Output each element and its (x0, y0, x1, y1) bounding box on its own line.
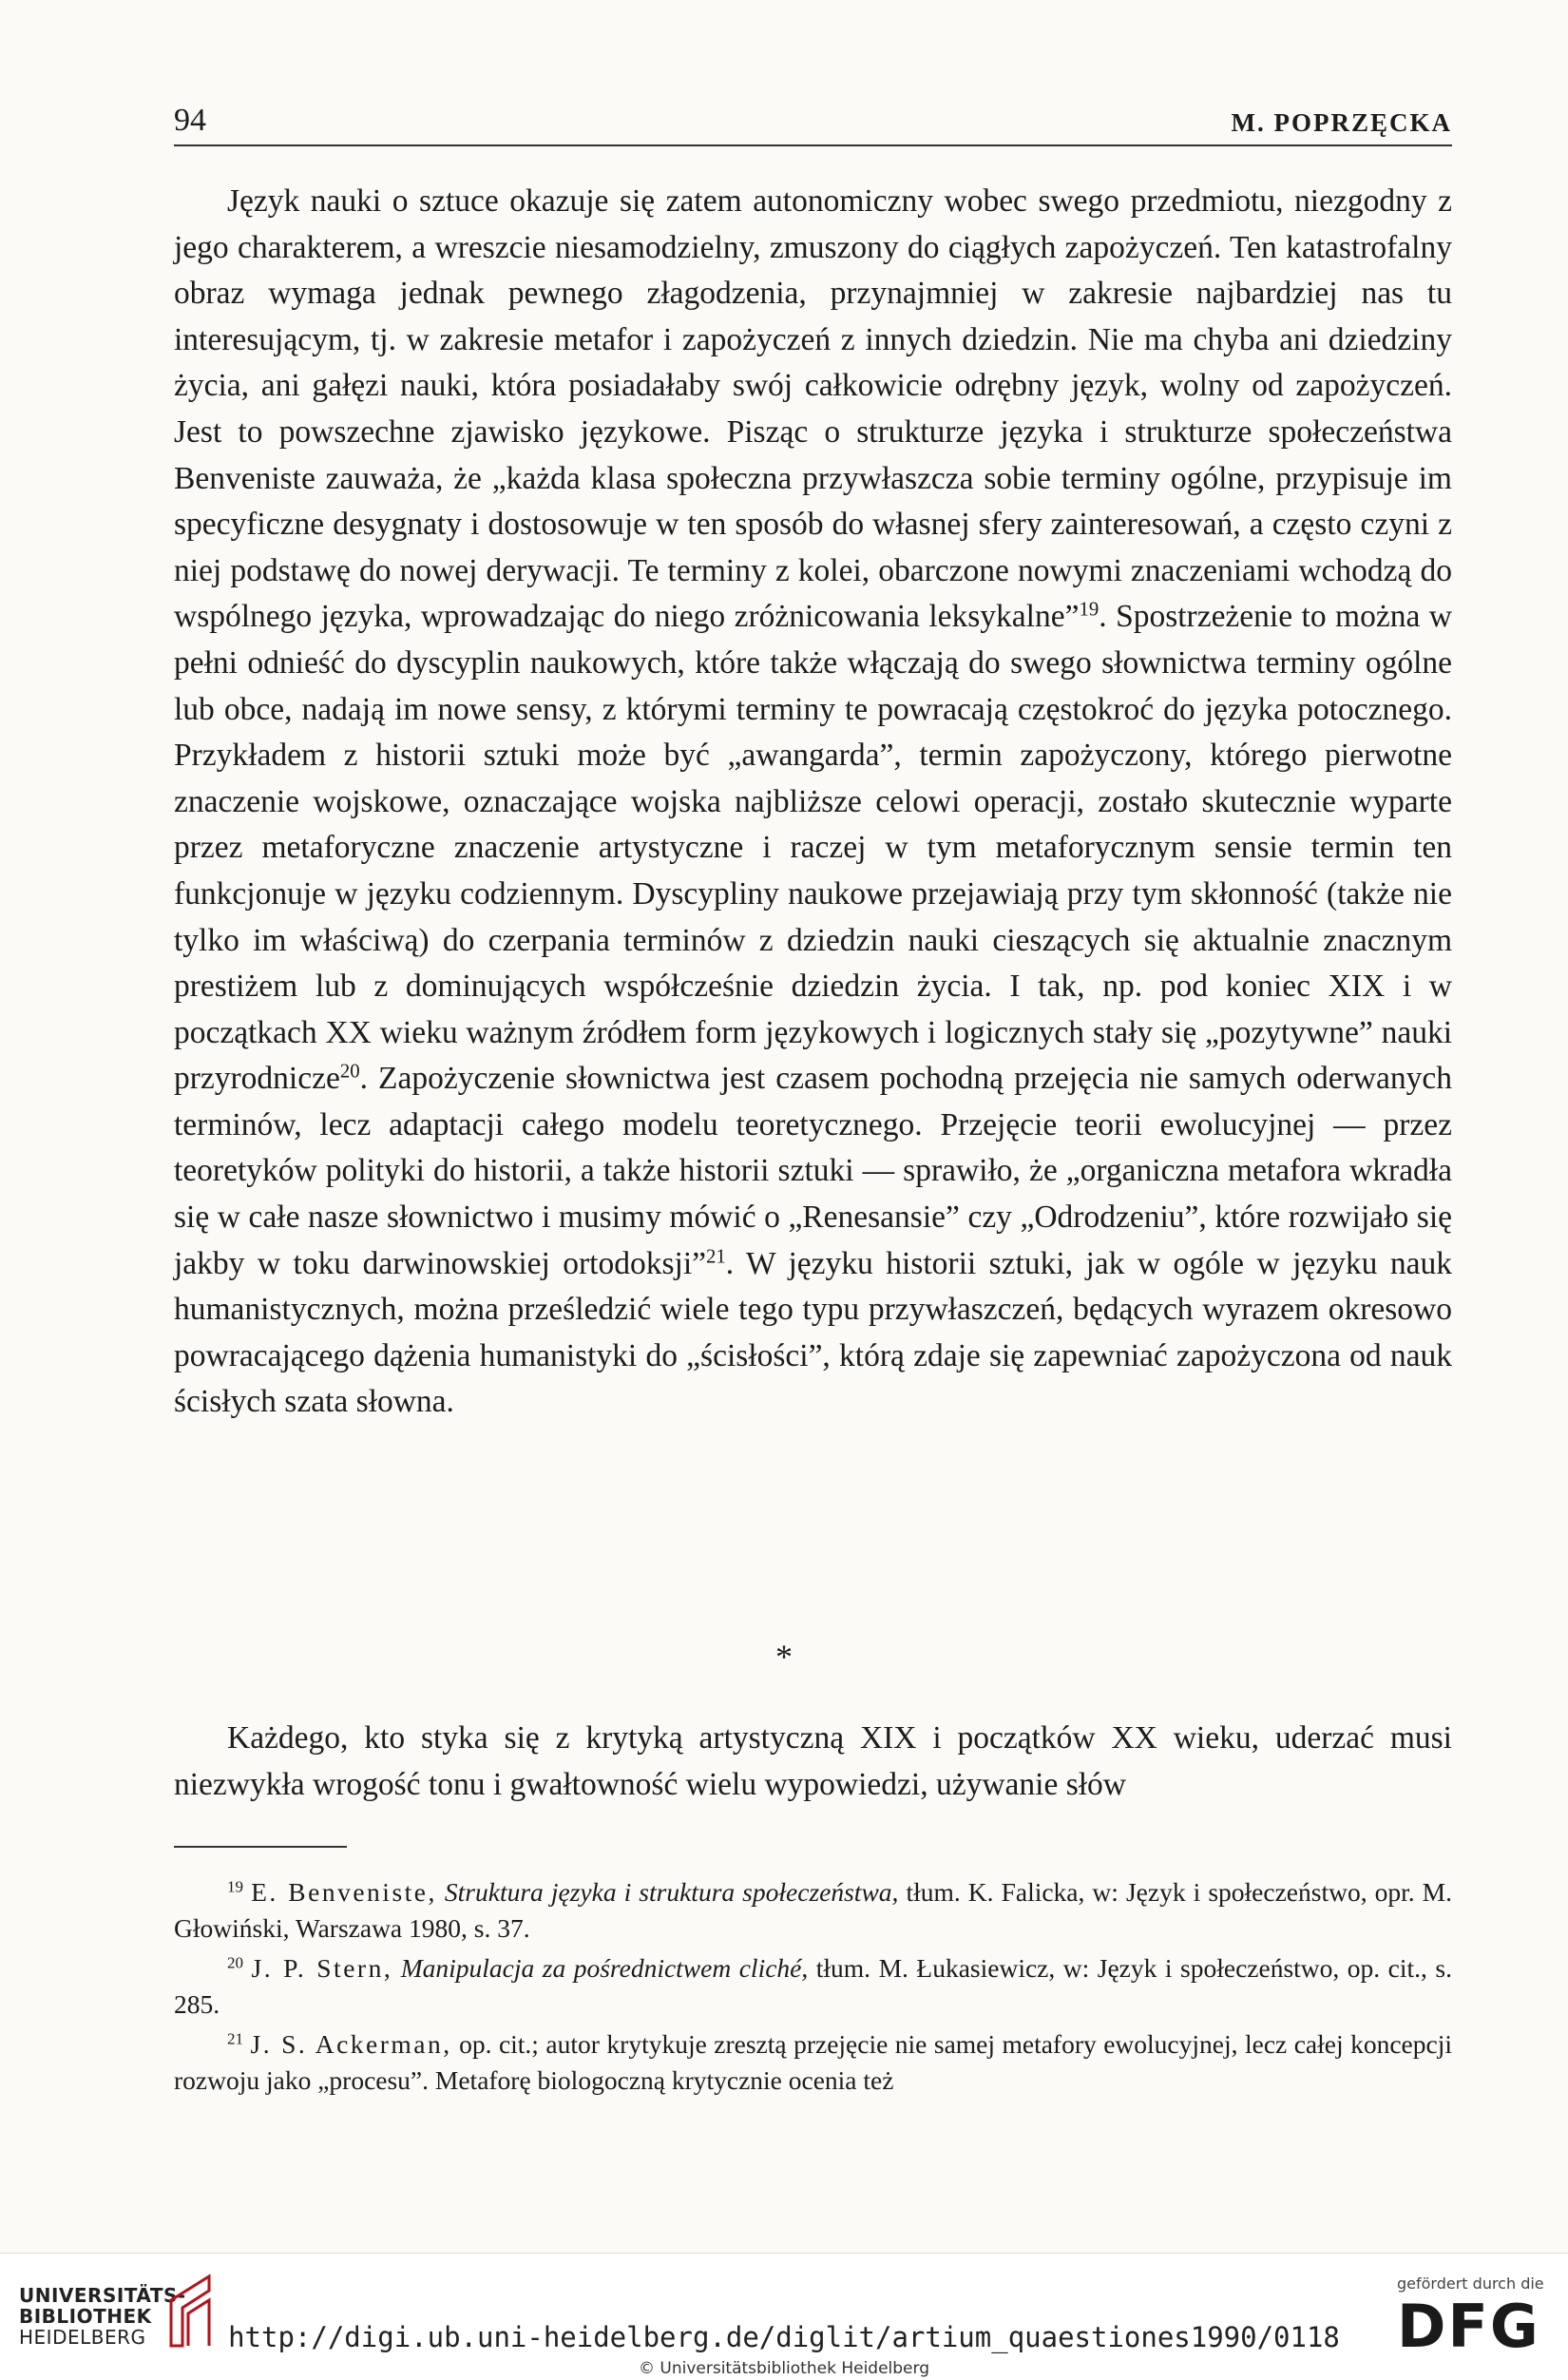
page-header (174, 103, 1452, 146)
footnote-author: J. S. Ackerman, (250, 2029, 452, 2059)
footnote-number: 21 (227, 2029, 244, 2048)
paragraph-2: Każdego, kto styka się z krytyką artystyczną XIX i początków XX wieku, uderzać musi niezwykła wrogość tonu i gwałtowność wielu wypowiedzi, używanie słów (174, 1720, 1452, 1802)
footnote-rule (174, 1846, 347, 1848)
copyright-notice: © Universitätsbibliothek Heidelberg (638, 2359, 929, 2378)
funding-logo[interactable] (1397, 2274, 1549, 2370)
footnote-19 (174, 1874, 1452, 1947)
footnote-number: 19 (227, 1877, 244, 1896)
text-segment: . W języku historii sztuki, jak w ogóle w języku nauk humanistycznych, można prześledzić wiele tego typu przywłaszczeń, będących wyrazem okresowo powracającego dążenia humanistyki do „ścisłości”, którą zdaje się zapewniać zapożyczona od nauk ścisłych szata słowna. (174, 1245, 1452, 1420)
page-number: 94 (174, 103, 206, 138)
library-name-line: BIBLIOTHEK (19, 2305, 152, 2328)
footnote-text: tłum. K. Falicka, w: Język i społeczeństwo, opr. M. Głowiński, Warszawa 1980, s. 37. (174, 1877, 1452, 1943)
footnote-ref: 21 (706, 1245, 726, 1268)
text-segment: Język nauki o sztuce okazuje się zatem autonomiczny wobec swego przedmiotu, niezgodny z jego charakterem, a wreszcie niesamodzielny, zmuszony do ciągłych zapożyczeń. Ten katastrofalny obraz wymaga jednak pewnego złagodzenia, przynajmniej w zakresie najbardziej nas tu interesującym, tj. w zakresie metafor i zapożyczeń z innych dziedzin. Nie ma chyba ani dziedziny życia, ani gałęzi nauki, która posiadałaby swój całkowicie odrębny język, wolny od zapożyczeń. Jest to powszechne zjawisko językowe. Pisząc o strukturze języka i strukturze społeczeństwa Benveniste zauważa, że „każda klasa społeczna przywłaszcza sobie terminy ogólne, przypisuje im specyficzne desygnaty i dostosowuje w ten sposób do własnej sfery zainteresowań, a często czyni z niej podstawę do nowej derywacji. Te terminy z kolei, obarczone nowymi znaczeniami wchodzą do wspólnego języka, wprowadzając do niego zróżnicowania leksykalne” (174, 183, 1452, 635)
footnote-title: Struktura języka i struktura społeczeństwa, (444, 1877, 899, 1907)
funding-caption: gefördert durch die (1397, 2274, 1544, 2293)
paragraph-1 (174, 179, 1452, 1426)
main-text (174, 179, 1452, 1426)
dfg-logo-text: DFG (1397, 2292, 1540, 2361)
footnote-text: tłum. M. Łukasiewicz, w: Język i społeczeństwo, op. cit., s. 285. (174, 1953, 1453, 2019)
footnote-text: op. cit.; autor krytykuje zresztą przejęcie nie samej metafory ewolucyjnej, lecz całej koncepcji rozwoju jako „procesu”. Metaforę biologoczną krytycznie ocenia też (174, 2029, 1452, 2095)
permalink-url[interactable]: http://digi.ub.uni-heidelberg.de/diglit/artium_quaestiones1990/0118 (228, 2321, 1340, 2353)
footnote-ref: 20 (339, 1060, 360, 1083)
main-text-continued (174, 1716, 1452, 1808)
running-head: M. POPRZĘCKA (1231, 108, 1452, 137)
footnote-21 (174, 2026, 1452, 2099)
library-name-line: UNIVERSITÄTS- (19, 2284, 186, 2307)
footnotes (174, 1874, 1452, 2102)
section-separator: * (775, 1638, 793, 1676)
footnote-ref: 19 (1079, 598, 1100, 621)
footnote-number: 20 (227, 1953, 244, 1972)
text-segment: . Spostrzeżenie to można w pełni odnieść do dyscyplin naukowych, które także włączają do swego słownictwa terminy ogólne lub obce, nadają im nowe sensy, z którymi terminy te powracają częstokroć do języka potocznego. Przykładem z historii sztuki może być „awangarda”, termin zapożyczony, którego pierwotne znaczenie wojskowe, oznaczające wojska najbliższe celowi operacji, zostało skutecznie wyparte przez metaforyczne znaczenie artystyczne i raczej w tym metaforycznym sensie termin ten funkcjonuje w języku codziennym. Dyscypliny naukowe przejawiają przy tym skłonność (także nie tylko im właściwą) do czerpania terminów z dziedzin nauki cieszących się aktualnie znacznym prestiżem lub z dominujących współcześnie dziedzin życia. I tak, np. pod koniec XIX i w początkach XX wieku ważnym źródłem form językowych i logicznych stały się „pozytywne” nauki przyrodnicze (174, 599, 1452, 1097)
footnote-20 (174, 1950, 1452, 2023)
text-segment: . Zapożyczenie słownictwa jest czasem pochodną przejęcia nie samych oderwanych terminów, lecz adaptacji całego modelu teoretycznego. Przejęcie teorii ewolucyjnej — przez teoretyków polityki do historii, a także historii sztuki — sprawiło, że „organiczna metafora wkradła się w całe nasze słownictwo i musimy mówić o „Renesansie” czy „Odrodzeniu”, które rozwijało się jakby w toku darwinowskiej ortodoksji” (174, 1061, 1452, 1281)
footnote-title: Manipulacja za pośrednictwem cliché, (400, 1953, 809, 1983)
footnote-author: J. P. Stern, (251, 1953, 393, 1983)
footnote-author: E. Benveniste, (251, 1877, 437, 1907)
library-name-line: HEIDELBERG (19, 2326, 146, 2349)
